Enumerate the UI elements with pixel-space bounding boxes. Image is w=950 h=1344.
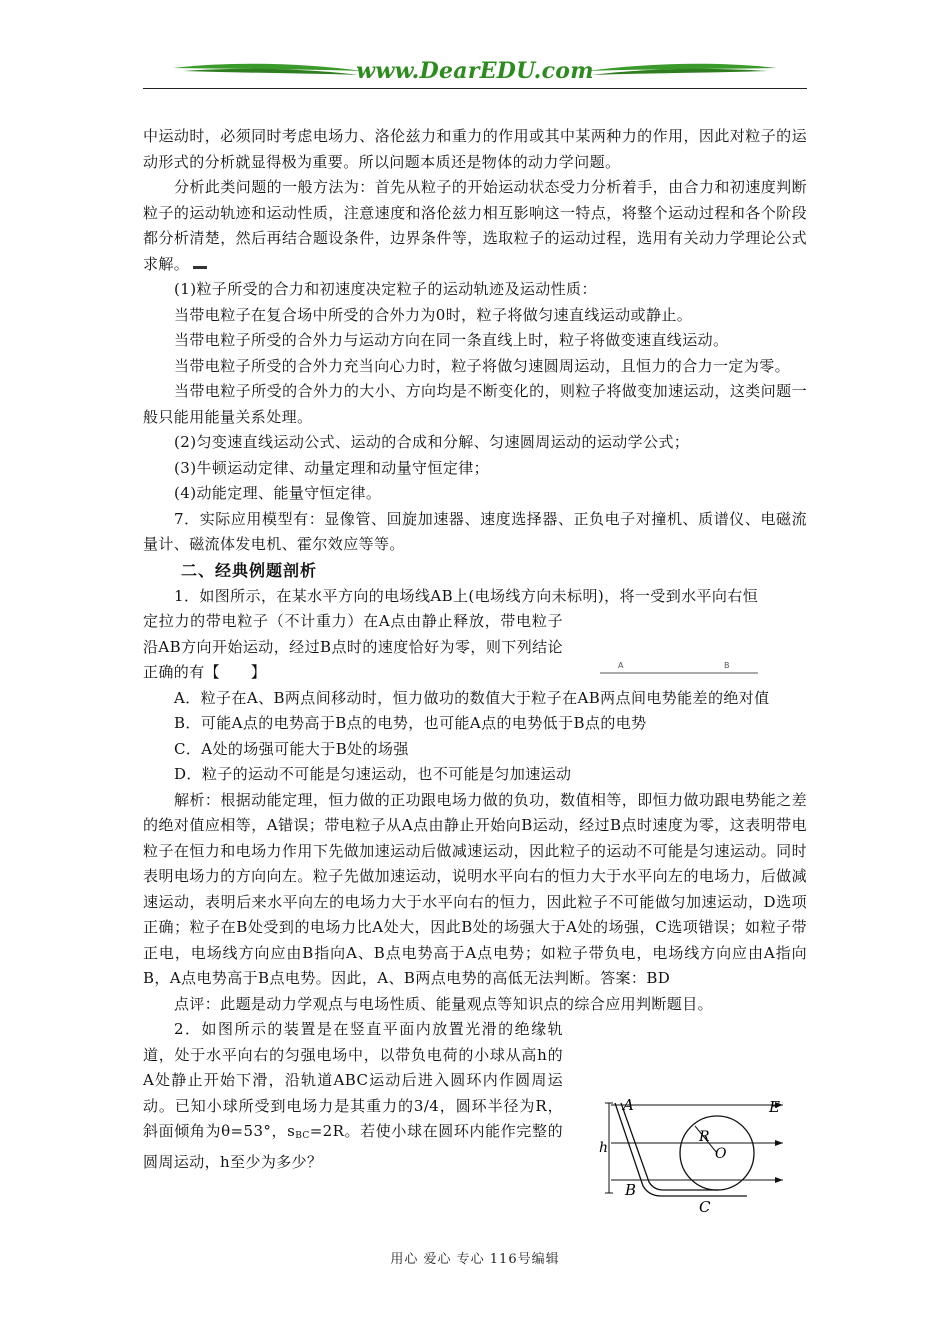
q1-option-a: A．粒子在A、B两点间移动时，恒力做功的数值大于粒子在AB两点间电势能差的绝对值	[174, 688, 770, 707]
q1-stem-rest: 定拉力的带电粒子（不计重力）在A点由静止释放，带电粒子沿AB方向开始运动，经过B点时的速度恰好为零，则下列结论正确的有【 】	[143, 612, 563, 681]
paragraph-applications: 7．实际应用模型有：显像管、回旋加速器、速度选择器、正负电子对撞机、质谱仪、电磁流量计、磁流体发电机、霍尔效应等等。	[143, 509, 807, 553]
label-h: h	[599, 1140, 609, 1156]
page-footer: 用心 爱心 专心 116号编辑	[390, 1252, 560, 1267]
q2-stem	[143, 1017, 563, 1175]
main-content	[143, 124, 807, 1175]
paragraph-case-varying: 当带电粒子所受的合外力的大小、方向均是不断变化的，则粒子将做变加速运动，这类问题一般只能用能量关系处理。	[143, 382, 807, 426]
q1-figure	[598, 660, 760, 680]
label-c: C	[699, 1198, 711, 1214]
paragraph-intro: 中运动时，必须同时考虑电场力、洛伦兹力和重力的作用或其中某两种力的作用，因此对粒子的运动形式的分析就显得极为重要。所以问题本质还是物体的动力学问题。	[143, 127, 807, 171]
edit-mark-icon	[193, 261, 207, 269]
arrow-head-2	[775, 1140, 783, 1146]
q2-stem-subscript: BC	[295, 1131, 310, 1141]
site-logo-text: www.DearEDU.com	[356, 58, 594, 84]
q1-comment: 点评：此题是动力学观点与电场性质、能量观点等知识点的综合应用判断题目。	[174, 994, 714, 1013]
arrow-head-3	[775, 1177, 783, 1183]
section-heading: 二、经典例题剖析	[181, 560, 318, 580]
paragraph-point-3: (3)牛顿运动定律、动量定理和动量守恒定律；	[174, 458, 490, 477]
paragraph-case-zero-force: 当带电粒子在复合场中所受的合外力为0时，粒子将做匀速直线运动或静止。	[174, 305, 693, 324]
paragraph-method	[143, 175, 807, 277]
q1-stem-line1: 1．如图所示，在某水平方向的电场线AB上(电场线方向未标明)，将一受到水平向右恒	[174, 586, 759, 605]
paragraph-case-centripetal: 当带电粒子所受的合外力充当向心力时，粒子将做匀速圆周运动，且恒力的合力一定为零。	[174, 356, 791, 375]
header-divider	[143, 88, 807, 89]
label-a: A	[623, 1096, 634, 1114]
label-o: O	[715, 1146, 727, 1162]
paragraph-case-collinear: 当带电粒子所受的合外力与运动方向在同一条直线上时，粒子将做变速直线运动。	[174, 331, 729, 349]
track-loop-diagram	[597, 1078, 793, 1214]
track-inner	[621, 1103, 719, 1190]
label-r: R	[699, 1129, 710, 1145]
label-b: B	[625, 1181, 637, 1199]
page-header	[143, 55, 807, 91]
paragraph-method-text: 分析此类问题的一般方法为：首先从粒子的开始运动状态受力分析着手，由合力和初速度判断粒子的运动轨迹和运动性质，注意速度和洛伦兹力相互影响这一特点，将整个运动过程和各个阶段都分析清楚，然后再结合题设条件，边界条件等，选取粒子的运动过程，选用有关动力学理论公式求解。	[143, 178, 807, 273]
q1-option-c: C．A处的场强可能大于B处的场强	[174, 739, 409, 758]
fig1-label-a: A	[618, 661, 624, 670]
paragraph-point-1: (1)粒子所受的合力和初速度决定粒子的运动轨迹及运动性质：	[174, 280, 597, 298]
q1-option-d: D．粒子的运动不可能是匀速运动，也不可能是匀加速运动	[174, 765, 572, 783]
label-e: E	[769, 1098, 780, 1116]
q2-stem-part1: 2．如图所示的装置是在竖直平面内放置光滑的绝缘轨道，处于水平向右的匀强电场中，以带负电荷的小球从高h的A处静止开始下滑，沿轨道ABC运动后进入圆环内作圆周运动。已知小球所受到电场力是其重力的3/4，圆环半径为R，斜面倾角为θ=53°，s	[143, 1020, 563, 1140]
paragraph-point-4: (4)动能定理、能量守恒定律。	[174, 484, 382, 502]
q1-option-b: B．可能A点的电势高于B点的电势，也可能A点的电势低于B点的电势	[174, 714, 647, 732]
paragraph-point-2: (2)匀变速直线运动公式、运动的合成和分解、匀速圆周运动的运动学公式；	[174, 433, 690, 451]
q1-analysis: 解析：根据动能定理，恒力做的正功跟电场力做的负功，数值相等，即恒力做功跟电势能之差的绝对值应相等，A错误；带电粒子从A点由静止开始向B运动，经过B点时速度为零，这表明带电粒子在恒力和电场力作用下先做加速运动后做减速运动，因此粒子的运动不可能是匀速运动。同时表明电场力的方向向左。粒子先做加速运动，说明水平向右的恒力大于水平向左的电场力，后做减速运动，表明后来水平向左的电场力大于水平向右的恒力，因此粒子不可能做匀加速运动，D选项正确；粒子在B处受到的电场力比A处大，因此B处的场强大于A处的场强，C选项错误；如粒子带正电，电场线方向应由B指向A、B点电势高于A点电势；如粒子带负电，电场线方向应由A指向B，A点电势高于B点电势。因此，A、B两点电势的高低无法判断。答案：BD	[143, 790, 807, 987]
q2-figure	[597, 1078, 793, 1214]
q2-stem-part2: =2R。若使小球在圆环内能作完整的圆周运动，h至少为多少？	[143, 1122, 563, 1171]
field-line-diagram	[598, 660, 760, 680]
fig1-label-b: B	[724, 661, 730, 670]
